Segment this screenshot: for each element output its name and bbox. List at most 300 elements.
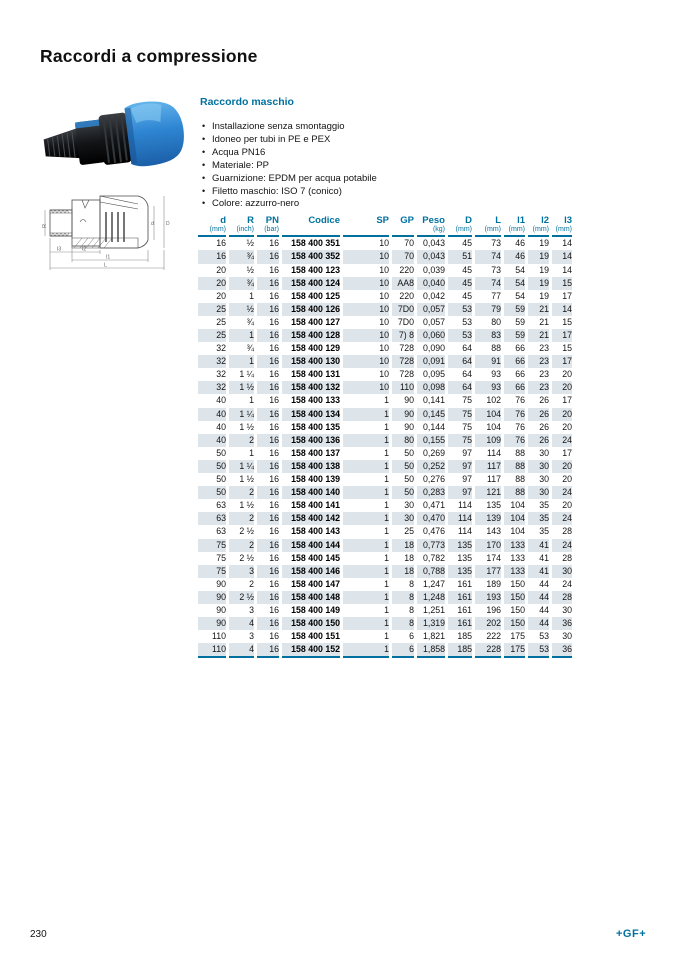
cell: 76 [504, 434, 525, 447]
cell: 133 [510, 552, 525, 563]
cell: 74 [475, 250, 501, 263]
cell: 1 [384, 552, 389, 563]
cell: 1 ¼ [239, 369, 254, 380]
cell-codice: 158 400 125 [291, 290, 340, 301]
cell: 1 [343, 512, 389, 525]
table-row [198, 434, 572, 447]
cell: 25 [198, 329, 226, 342]
cell: 0,269 [422, 447, 445, 458]
cell: 44 [539, 578, 549, 589]
cell: 25 [216, 316, 226, 327]
cell: 2 ½ [229, 591, 254, 604]
cell: 20 [562, 500, 572, 511]
product-photo [38, 98, 188, 178]
cell: 21 [539, 316, 549, 327]
cell: 40 [216, 421, 226, 432]
cell: 23 [528, 381, 549, 394]
cell: 83 [475, 329, 501, 342]
cell: 1 ¼ [229, 408, 254, 421]
cell: 143 [486, 526, 501, 537]
cell: 0,057 [422, 316, 445, 327]
cell: 10 [343, 381, 389, 394]
cell: 1 ½ [239, 500, 254, 511]
cell: 16 [257, 250, 279, 263]
cell: 0,040 [417, 277, 445, 290]
cell: 1 [384, 421, 389, 432]
cell: 16 [257, 434, 279, 447]
cell: 23 [528, 355, 549, 368]
cell: 1 [384, 500, 389, 511]
cell: ¾ [229, 250, 254, 263]
cell: 1,858 [417, 643, 445, 658]
cell: 10 [343, 277, 389, 290]
cell: 104 [475, 408, 501, 421]
table-row [198, 539, 572, 552]
cell: 64 [448, 355, 472, 368]
cell: 220 [399, 290, 414, 301]
cell: 16 [269, 290, 279, 301]
cell: 0,144 [422, 421, 445, 432]
cell: 19 [539, 238, 549, 249]
cell: 66 [504, 355, 525, 368]
cell: 16 [269, 264, 279, 275]
cell: 59 [504, 303, 525, 316]
cell: 10 [379, 290, 389, 301]
table-row [198, 617, 572, 630]
dim-label-l2: l2 [82, 246, 87, 253]
cell: 150 [510, 578, 525, 589]
cell: 16 [257, 512, 279, 525]
cell: 16 [269, 604, 279, 615]
cell: 117 [486, 474, 501, 485]
cell: 121 [475, 486, 501, 499]
cell: ½ [246, 238, 254, 249]
cell: 1 [384, 395, 389, 406]
cell: 17 [552, 355, 572, 368]
cell: 1 ½ [239, 474, 254, 485]
cell-codice: 158 400 352 [282, 250, 340, 263]
feature-item: • Idoneo per tubi in PE e PEX [200, 134, 578, 147]
cell: 63 [198, 512, 226, 525]
cell: 21 [528, 329, 549, 342]
cell: 90 [216, 578, 226, 589]
cell: 10 [343, 250, 389, 263]
cell-codice: 158 400 148 [282, 591, 340, 604]
cell: 35 [539, 500, 549, 511]
cell: 90 [392, 408, 414, 421]
cell: 21 [528, 303, 549, 316]
product-table [195, 216, 575, 658]
cell: 14 [562, 264, 572, 275]
cell: 64 [462, 343, 472, 354]
cell: 0,095 [422, 369, 445, 380]
cell: 1,821 [422, 631, 445, 642]
table-row [198, 460, 572, 473]
cell: 30 [528, 460, 549, 473]
cell: 0,043 [422, 238, 445, 249]
cell: 76 [515, 421, 525, 432]
cell: 10 [379, 343, 389, 354]
cell: 16 [257, 329, 279, 342]
cell: 202 [475, 617, 501, 630]
cell: 44 [539, 604, 549, 615]
cell: 0,042 [422, 290, 445, 301]
table-row [198, 447, 572, 460]
cell: 193 [475, 591, 501, 604]
cell: ½ [229, 303, 254, 316]
cell-codice: 158 400 130 [282, 355, 340, 368]
cell: 16 [269, 526, 279, 537]
cell: 90 [198, 617, 226, 630]
cell: 1 [384, 447, 389, 458]
table-row [198, 512, 572, 525]
cell: 16 [257, 565, 279, 578]
cell: 16 [257, 303, 279, 316]
cell: 1 [384, 604, 389, 615]
cell: 75 [448, 408, 472, 421]
feature-list [200, 121, 578, 211]
cell: 20 [552, 381, 572, 394]
dim-label-d: d [151, 221, 154, 227]
cell: 20 [198, 277, 226, 290]
cell: 150 [504, 591, 525, 604]
cell-codice: 158 400 145 [291, 552, 340, 563]
cell: 36 [552, 617, 572, 630]
cell: 36 [552, 643, 572, 658]
cell: 0,091 [417, 355, 445, 368]
table-row [198, 316, 572, 329]
feature-item: • Guarnizione: EPDM per acqua potabile [200, 173, 578, 186]
cell: 50 [198, 486, 226, 499]
cell: 1 [343, 539, 389, 552]
table-row [198, 421, 572, 434]
cell: 3 [229, 565, 254, 578]
cell: 2 [229, 434, 254, 447]
table-row [198, 303, 572, 316]
dim-label-l1: l1 [106, 254, 111, 261]
cell: 0,060 [417, 329, 445, 342]
cell-codice: 158 400 140 [282, 486, 340, 499]
cell: 26 [539, 421, 549, 432]
column-header-d: d (mm) [198, 216, 226, 237]
cell: 93 [475, 381, 501, 394]
cell: 196 [486, 604, 501, 615]
cell-codice: 158 400 137 [291, 447, 340, 458]
dim-label-l3: l3 [57, 246, 62, 253]
column-header-sp: SP [343, 216, 389, 237]
cell-codice: 158 400 144 [282, 539, 340, 552]
cell: 16 [269, 631, 279, 642]
cell: 26 [528, 408, 549, 421]
cell: 0,283 [417, 486, 445, 499]
cell: 1 [343, 617, 389, 630]
cell: 44 [528, 617, 549, 630]
cell: 97 [462, 447, 472, 458]
cell: 16 [257, 460, 279, 473]
cell: 1 [343, 565, 389, 578]
cell: 32 [216, 343, 226, 354]
cell: 88 [504, 460, 525, 473]
cell: 102 [486, 395, 501, 406]
dim-label-D: D [166, 221, 170, 227]
cell: 189 [486, 578, 501, 589]
cell: 26 [528, 434, 549, 447]
cell: 53 [539, 631, 549, 642]
cell: 0,141 [422, 395, 445, 406]
column-header-r: R (inch) [229, 216, 254, 237]
cell: 32 [198, 381, 226, 394]
cell: 75 [198, 565, 226, 578]
cell: 53 [462, 316, 472, 327]
cell: 20 [562, 421, 572, 432]
cell: 1 [343, 591, 389, 604]
cell: 16 [257, 643, 279, 658]
cell: 54 [515, 290, 525, 301]
cell: 45 [462, 238, 472, 249]
cell: 8 [409, 604, 414, 615]
cell: 3 [249, 604, 254, 615]
cell: 2 [229, 486, 254, 499]
cell: 0,155 [417, 434, 445, 447]
dim-label-R: R [42, 224, 48, 228]
cell: 51 [448, 250, 472, 263]
cell: ½ [246, 264, 254, 275]
cell: 28 [562, 526, 572, 537]
cell: 117 [475, 460, 501, 473]
cell: 88 [515, 447, 525, 458]
cell: 114 [448, 512, 472, 525]
cell: 66 [515, 343, 525, 354]
cell: 7) 8 [392, 329, 414, 342]
table-body [198, 237, 572, 658]
cell: 104 [510, 500, 525, 511]
cell: 88 [504, 486, 525, 499]
cell: 6 [409, 631, 414, 642]
cell: 14 [552, 250, 572, 263]
cell: 19 [528, 250, 549, 263]
cell: 25 [198, 303, 226, 316]
cell: 54 [504, 277, 525, 290]
table-row [198, 525, 572, 538]
cell: 20 [216, 264, 226, 275]
cell: 30 [562, 631, 572, 642]
cell: 91 [475, 355, 501, 368]
cell: 97 [462, 474, 472, 485]
cell: 24 [552, 539, 572, 552]
column-header-codice: Codice [282, 216, 340, 237]
table-row [198, 381, 572, 394]
cell: 90 [216, 604, 226, 615]
cell: 16 [269, 343, 279, 354]
cell: 1 [249, 395, 254, 406]
column-header-d: D (mm) [448, 216, 472, 237]
cell: 0,471 [422, 500, 445, 511]
cell: 45 [462, 290, 472, 301]
cell: 20 [562, 369, 572, 380]
cell: 75 [462, 395, 472, 406]
cell: 35 [539, 526, 549, 537]
cell: 20 [552, 408, 572, 421]
cell: 18 [392, 539, 414, 552]
cell: 40 [216, 395, 226, 406]
cell: 97 [448, 486, 472, 499]
cell: 8 [409, 578, 414, 589]
cell: 16 [269, 552, 279, 563]
cell: 1 ½ [229, 381, 254, 394]
cell: 30 [539, 474, 549, 485]
cell: 185 [448, 643, 472, 658]
cell: 17 [562, 447, 572, 458]
content-column [200, 96, 578, 658]
cell: 104 [504, 512, 525, 525]
cell: 76 [515, 395, 525, 406]
cell: 16 [257, 539, 279, 552]
cell: 1 ½ [239, 421, 254, 432]
table-row [198, 368, 572, 381]
cell: 63 [216, 526, 226, 537]
cell: 3 [249, 631, 254, 642]
cell: 2 ½ [239, 526, 254, 537]
cell: 30 [404, 500, 414, 511]
cell-codice: 158 400 151 [291, 631, 340, 642]
cell: AA8 [392, 277, 414, 290]
cell: 135 [457, 552, 472, 563]
table-row [198, 277, 572, 290]
cell: 30 [528, 486, 549, 499]
cell: 53 [528, 643, 549, 658]
cell: 135 [448, 565, 472, 578]
cell-codice: 158 400 138 [282, 460, 340, 473]
cell-codice: 158 400 132 [282, 381, 340, 394]
cell: 1,248 [417, 591, 445, 604]
cell: 19 [539, 290, 549, 301]
table-row [198, 342, 572, 355]
cell: 2 ½ [239, 552, 254, 563]
cell: 16 [269, 421, 279, 432]
cell: 0,470 [417, 512, 445, 525]
column-header-pn: PN (bar) [257, 216, 279, 237]
dim-label-L: L [104, 262, 108, 269]
column-header-gp: GP [392, 216, 414, 237]
table-row [198, 499, 572, 512]
cell: 0,043 [417, 250, 445, 263]
cell: 1,319 [417, 617, 445, 630]
cell: 66 [515, 369, 525, 380]
cell: 222 [486, 631, 501, 642]
cell: 170 [475, 539, 501, 552]
cell: 16 [269, 316, 279, 327]
cell: 90 [404, 421, 414, 432]
cell: 114 [486, 447, 501, 458]
cell-codice: 158 400 149 [291, 604, 340, 615]
cell: 161 [457, 604, 472, 615]
cell: 10 [379, 369, 389, 380]
cell: 0,098 [417, 381, 445, 394]
cell: 133 [504, 565, 525, 578]
cell-codice: 158 400 124 [282, 277, 340, 290]
cell: 79 [475, 303, 501, 316]
cell: 64 [448, 381, 472, 394]
cell: 6 [392, 643, 414, 658]
table-header-row [198, 216, 572, 237]
cell: 220 [399, 264, 414, 275]
cell: 50 [392, 486, 414, 499]
cell: 0,090 [422, 343, 445, 354]
cell-codice: 158 400 123 [291, 264, 340, 275]
cell: 35 [528, 512, 549, 525]
cell: 7D0 [397, 316, 414, 327]
cell: ¾ [246, 343, 254, 354]
cell: 80 [491, 316, 501, 327]
table-row [198, 408, 572, 421]
cell: 1 ¼ [229, 460, 254, 473]
cell: 0,788 [417, 565, 445, 578]
cell: 18 [404, 552, 414, 563]
table-row [198, 604, 572, 617]
cell: 16 [257, 277, 279, 290]
cell-codice: 158 400 351 [291, 238, 340, 249]
feature-item: • Acqua PN16 [200, 147, 578, 160]
cell: 45 [462, 264, 472, 275]
table-row [198, 355, 572, 368]
table-row [198, 264, 572, 277]
cell: 64 [462, 369, 472, 380]
cell: 104 [510, 526, 525, 537]
cell: 73 [491, 238, 501, 249]
cell: 0,252 [417, 460, 445, 473]
cell: 185 [457, 631, 472, 642]
cell: 135 [448, 539, 472, 552]
cell: 16 [257, 591, 279, 604]
cell: 45 [448, 277, 472, 290]
cell: 2 [229, 512, 254, 525]
cell: 135 [486, 500, 501, 511]
cell: 53 [448, 303, 472, 316]
cell: 139 [475, 512, 501, 525]
cell: 150 [504, 617, 525, 630]
feature-item: • Materiale: PP [200, 160, 578, 173]
cell-codice: 158 400 150 [282, 617, 340, 630]
cell: 16 [257, 617, 279, 630]
cell: 16 [269, 447, 279, 458]
cell: 40 [198, 408, 226, 421]
cell: 16 [269, 369, 279, 380]
cell: 110 [211, 631, 226, 642]
cell: 2 [249, 578, 254, 589]
cell: 30 [552, 565, 572, 578]
cell: 10 [379, 238, 389, 249]
table-row [198, 565, 572, 578]
cell-codice: 158 400 136 [282, 434, 340, 447]
cell: 24 [552, 486, 572, 499]
table-row [198, 394, 572, 407]
feature-item: • Installazione senza smontaggio [200, 121, 578, 134]
cell: 1 [343, 434, 389, 447]
cell: 54 [515, 264, 525, 275]
cell: 1 [384, 474, 389, 485]
cell: 50 [198, 460, 226, 473]
cell: 50 [216, 474, 226, 485]
cell: 1 [343, 643, 389, 658]
cell: 1 [384, 631, 389, 642]
cell: 41 [539, 552, 549, 563]
cell: 28 [552, 591, 572, 604]
cell: 1 [384, 578, 389, 589]
cell: 20 [216, 290, 226, 301]
cell-codice: 158 400 142 [282, 512, 340, 525]
cell: 1 [343, 460, 389, 473]
cell: 1 [343, 408, 389, 421]
